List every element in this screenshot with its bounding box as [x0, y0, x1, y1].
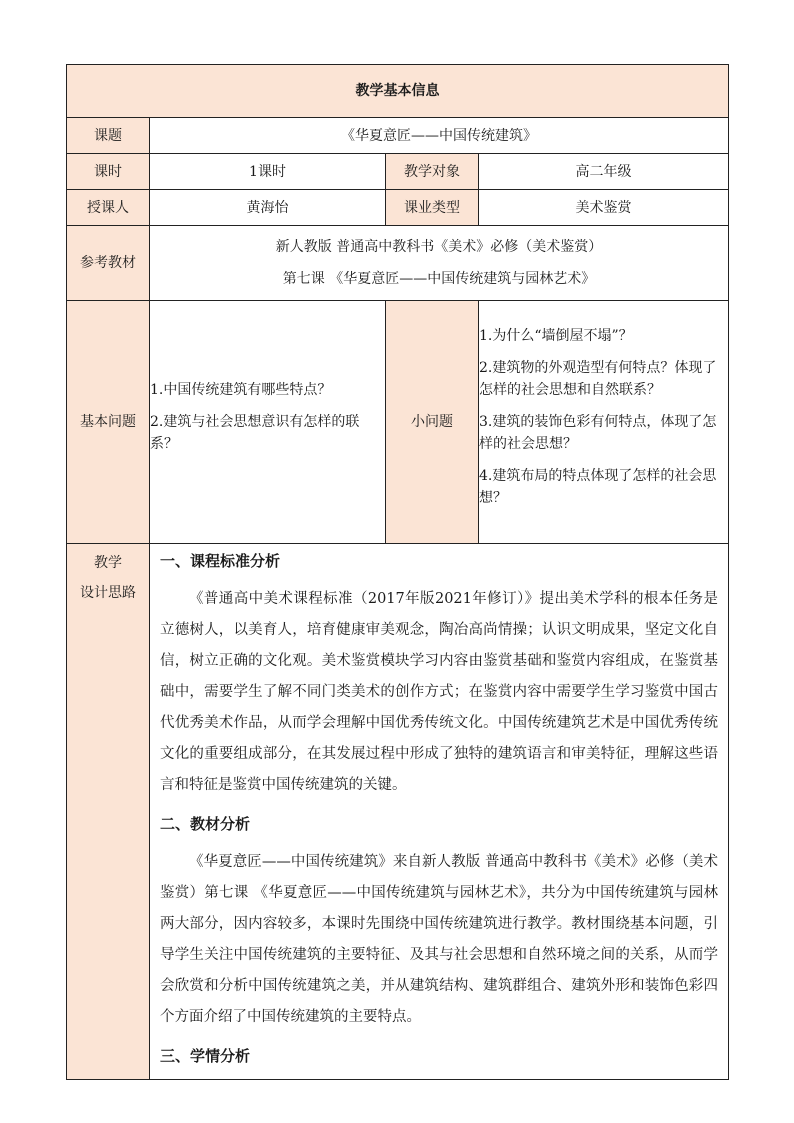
- lesson-info-table: [66, 64, 729, 1080]
- audience-label: 教学对象: [386, 154, 479, 190]
- design-label: [67, 544, 150, 1080]
- sub-question-1: 1.为什么“墙倒屋不塌”？: [479, 328, 633, 344]
- basic-question-1: 1.中国传统建筑有哪些特点？: [150, 382, 332, 398]
- hours-label: 课时: [67, 154, 150, 190]
- topic-label: 课题: [67, 118, 150, 154]
- textbook-label: 参考教材: [67, 226, 150, 301]
- hours-value: 1课时: [150, 154, 386, 190]
- section-text-textbook: 《华夏意匠——中国传统建筑》来自新人教版 普通高中教科书《美术》必修（美术鉴赏）第七课 《华夏意匠——中国传统建筑与园林艺术》，共分为中国传统建筑与园林两大部分，因内容较多，本课时先围绕中国传统建筑进行教学。教材围绕基本问题，引导学生关注中国传统建筑的主要特征、及其与社会思想和自然环境之间的关系，从而学会欣赏和分析中国传统建筑之美，并从建筑结构、建筑群组合、建筑外形和装饰色彩四个方面介绍了中国传统建筑的主要特点。: [160, 854, 718, 1025]
- course-type-value: 美术鉴赏: [479, 190, 729, 226]
- design-label-line-2: 设计思路: [80, 585, 136, 601]
- sub-questions: [479, 301, 729, 544]
- sub-question-4: 4.建筑布局的特点体现了怎样的社会思想？: [479, 468, 717, 506]
- basic-questions: [150, 301, 386, 544]
- basic-question-2: 2.建筑与社会思想意识有怎样的联系？: [150, 414, 360, 452]
- sub-questions-label: 小问题: [386, 301, 479, 544]
- teacher-label: 授课人: [67, 190, 150, 226]
- textbook-line-2: 第七课 《华夏意匠——中国传统建筑与园林艺术》: [282, 271, 596, 287]
- sub-question-3: 3.建筑的装饰色彩有何特点，体现了怎样的社会思想？: [479, 414, 717, 452]
- audience-value: 高二年级: [479, 154, 729, 190]
- basic-questions-label: 基本问题: [67, 301, 150, 544]
- design-label-line-1: 教学: [94, 555, 122, 571]
- sub-question-2: 2.建筑物的外观造型有何特点？体现了怎样的社会思想和自然联系？: [479, 360, 717, 398]
- textbook-value: [150, 226, 729, 301]
- table-title: 教学基本信息: [67, 65, 729, 118]
- teacher-value: 黄海怡: [150, 190, 386, 226]
- section-heading-standards: 一、课程标准分析: [160, 552, 281, 570]
- course-type-label: 课业类型: [386, 190, 479, 226]
- design-content: [150, 544, 729, 1080]
- section-heading-textbook: 二、教材分析: [160, 815, 251, 833]
- section-heading-learners: 三、学情分析: [160, 1047, 251, 1065]
- section-text-standards: 《普通高中美术课程标准（2017年版2021年修订）》提出美术学科的根本任务是立德树人，以美育人，培育健康审美观念，陶冶高尚情操；认识文明成果，坚定文化自信，树立正确的文化观。美术鉴赏模块学习内容由鉴赏基础和鉴赏内容组成，在鉴赏基础中，需要学生了解不同门类美术的创作方式；在鉴赏内容中需要学生学习鉴赏中国古代优秀美术作品，从而学会理解中国优秀传统文化。中国传统建筑艺术是中国优秀传统文化的重要组成部分，在其发展过程中形成了独特的建筑语言和审美特征，理解这些语言和特征是鉴赏中国传统建筑的关键。: [160, 591, 718, 793]
- textbook-line-1: 新人教版 普通高中教科书《美术》必修（美术鉴赏）: [275, 239, 603, 255]
- topic-value: 《华夏意匠——中国传统建筑》: [150, 118, 729, 154]
